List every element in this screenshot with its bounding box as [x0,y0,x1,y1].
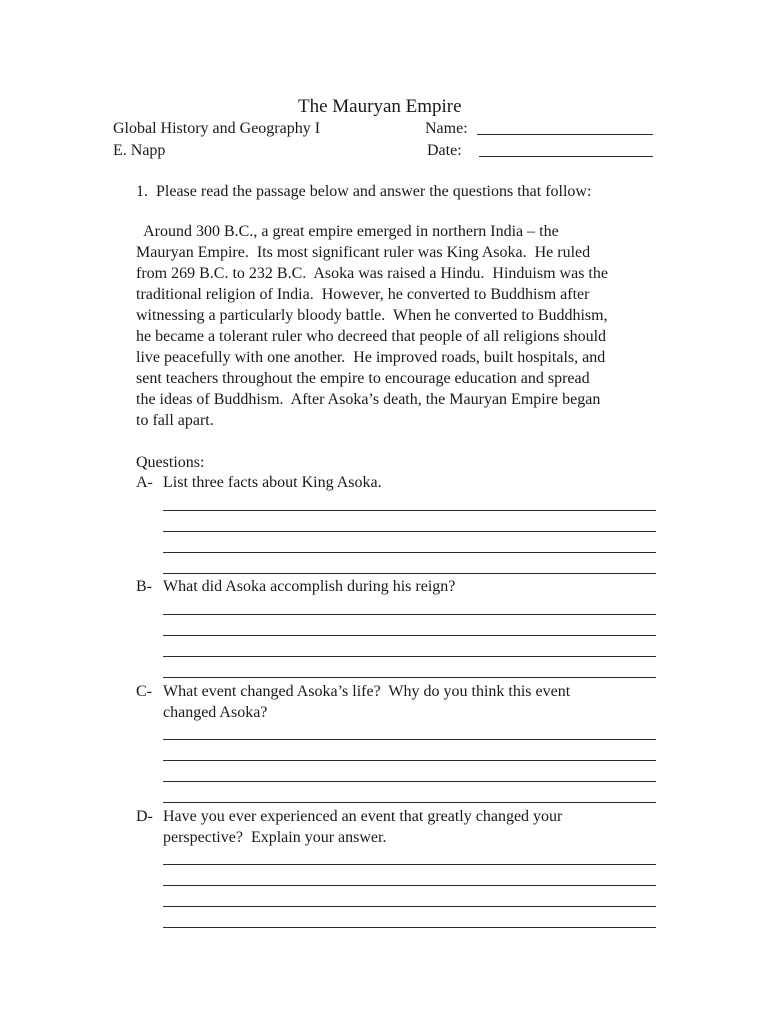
passage-line: he became a tolerant ruler who decreed that people of all religions should [136,328,607,345]
passage-line: sent teachers throughout the empire to encourage education and spread [136,370,590,387]
question-c-text: changed Asoka? [163,704,268,721]
answer-line[interactable] [163,739,656,740]
passage-line: witnessing a particularly bloody battle. When he converted to Buddhism, [136,307,608,324]
answer-line[interactable] [163,885,656,886]
answer-line[interactable] [163,552,656,553]
answer-line[interactable] [163,573,656,574]
answer-line[interactable] [163,906,656,907]
question-c-letter: C- [136,683,152,700]
question-d-letter: D- [136,808,153,825]
question-b-letter: B- [136,578,152,595]
answer-line[interactable] [163,614,656,615]
answer-line[interactable] [163,510,656,511]
answer-line[interactable] [163,531,656,532]
passage-line: from 269 B.C. to 232 B.C. Asoka was raised a Hindu. Hinduism was the [136,265,608,282]
answer-line[interactable] [163,927,656,928]
questions-heading: Questions: [136,454,205,471]
question-b-text: What did Asoka accomplish during his reign? [163,578,456,595]
answer-line[interactable] [163,760,656,761]
question-a-letter: A- [136,474,153,491]
page-title: The Mauryan Empire [298,96,462,117]
answer-line[interactable] [163,864,656,865]
answer-line[interactable] [163,802,656,803]
question-d-text: perspective? Explain your answer. [163,829,387,846]
passage-line: live peacefully with one another. He improved roads, built hospitals, and [136,349,606,366]
teacher-label: E. Napp [113,142,166,159]
answer-line[interactable] [163,656,656,657]
name-label: Name: [425,120,468,137]
passage-line: traditional religion of India. However, he converted to Buddhism after [136,286,590,303]
answer-line[interactable] [163,635,656,636]
name-blank[interactable] [477,134,653,135]
passage-line: Around 300 B.C., a great empire emerged in northern India – the [136,223,559,240]
passage-line: the ideas of Buddhism. After Asoka’s death, the Mauryan Empire began [136,391,601,408]
answer-line[interactable] [163,781,656,782]
question-c-text: What event changed Asoka’s life? Why do you think this event [163,683,571,700]
question-a-text: List three facts about King Asoka. [163,474,382,491]
date-label: Date: [427,142,462,159]
passage-line: Mauryan Empire. Its most significant ruler was King Asoka. He ruled [136,244,591,261]
date-blank[interactable] [479,156,653,157]
answer-line[interactable] [163,677,656,678]
instruction: 1. Please read the passage below and answer the questions that follow: [136,183,592,200]
course-label: Global History and Geography I [113,120,321,137]
question-d-text: Have you ever experienced an event that greatly changed your [163,808,563,825]
passage-line: to fall apart. [136,412,214,429]
